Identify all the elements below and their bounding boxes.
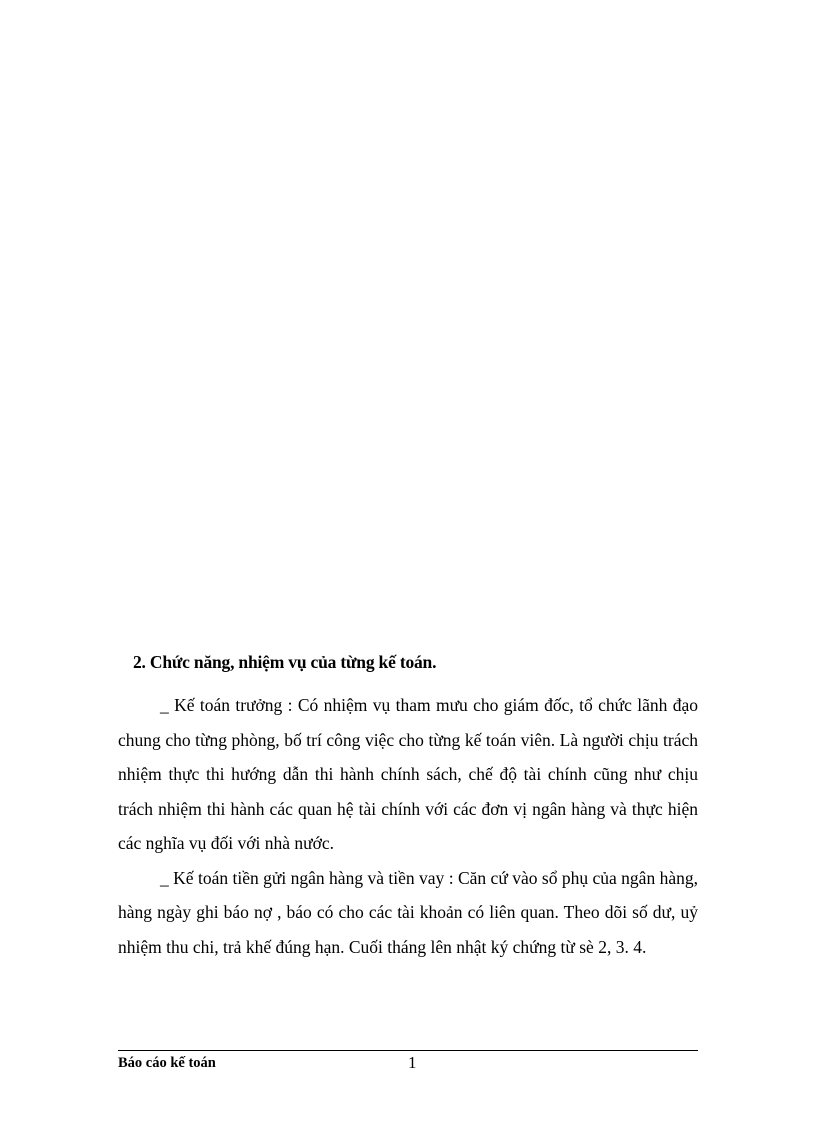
paragraph-bank-accountant: _ Kế toán tiền gửi ngân hàng và tiền vay : Căn cứ vào sổ phụ của ngân hàng, hàng ngày ghi báo nợ , báo có cho các tài khoản có liên quan. Theo dõi số dư, uỷ nhiệm thu chi, trả khế đúng hạn. Cuối tháng lên nhật ký chứng từ sè 2, 3. 4. xyxy=(118,867,698,957)
page-number: 1 xyxy=(408,1053,417,1072)
footer-divider xyxy=(118,1050,698,1051)
section-heading: 2. Chức năng, nhiệm vụ của từng kế toán. xyxy=(133,652,437,672)
footer-title: Báo cáo kế toán xyxy=(118,1055,216,1071)
body-text xyxy=(118,688,698,964)
paragraph-chief-accountant: _ Kế toán trưởng : Có nhiệm vụ tham mưu cho giám đốc, tổ chức lãnh đạo chung cho từng phòng, bố trí công việc cho từng kế toán viên. Là người chịu trách nhiệm thực thi hướng dẫn thi hành chính sách, chế độ tài chính cũng như chịu trách nhiệm thi hành các quan hệ tài chính với các đơn vị ngân hàng và thực hiện các nghĩa vụ đối với nhà nước. xyxy=(118,695,698,853)
